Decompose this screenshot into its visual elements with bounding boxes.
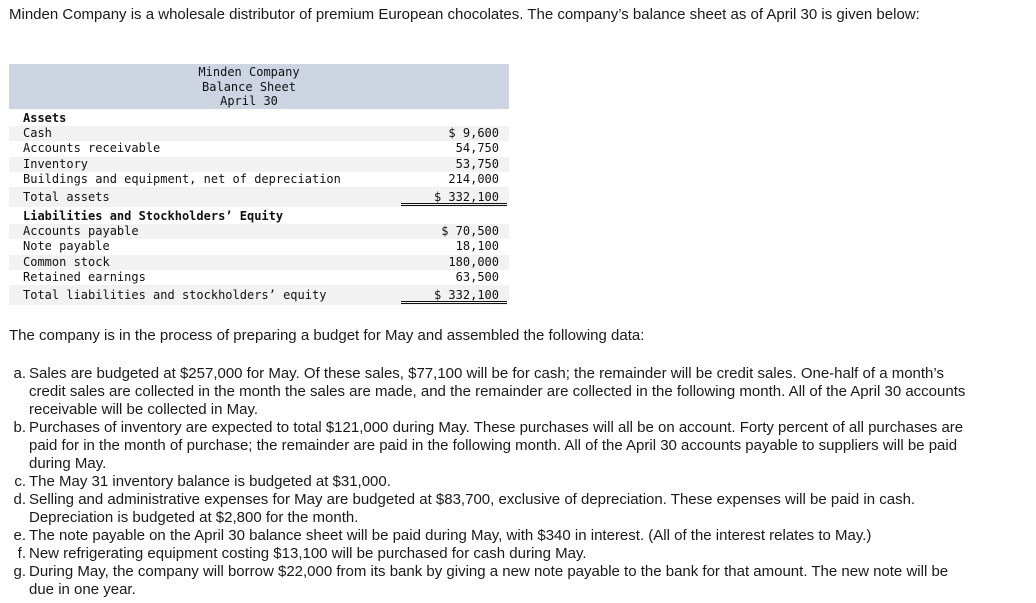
total-assets-row <box>9 187 509 207</box>
liability-row-accounts-payable <box>9 224 509 239</box>
item-marker: a. <box>13 365 26 382</box>
balance-sheet <box>9 64 509 305</box>
liabilities-heading-row <box>9 207 509 224</box>
row-label: Cash <box>23 126 52 140</box>
company-name: Minden Company <box>198 65 300 79</box>
row-amount: $ 70,500 <box>441 224 499 239</box>
row-label: Common stock <box>23 254 110 269</box>
total-liabilities-equity-row <box>9 285 509 305</box>
balance-sheet-header <box>9 64 509 109</box>
row-label: Accounts receivable <box>23 141 161 156</box>
item-marker: b. <box>13 419 26 436</box>
row-amount: 54,750 <box>455 141 499 156</box>
equity-row-common-stock <box>9 255 509 270</box>
budget-data-list <box>9 365 969 599</box>
list-item <box>9 473 969 491</box>
item-marker: f. <box>17 545 26 562</box>
asset-row-buildings <box>9 172 509 187</box>
item-marker: d. <box>13 491 26 508</box>
row-amount: 180,000 <box>448 254 499 269</box>
statement-title: Balance Sheet <box>202 79 296 94</box>
liability-row-note-payable <box>9 239 509 254</box>
total-amount: $ 332,100 <box>401 285 507 304</box>
row-amount: 53,750 <box>455 156 499 171</box>
item-text: Purchases of inventory are expected to total $121,000 during May. These purchases will all be on account. Forty percent of all purchases are paid for in the month of purchase; the remainder are paid in the following month. All of the April 30 accounts payable to suppliers will be paid during May. <box>29 419 964 472</box>
asset-row-cash <box>9 126 509 141</box>
budget-lead-paragraph: The company is in the process of preparing a budget for May and assembled the following data: <box>9 327 645 344</box>
statement-date: April 30 <box>220 94 278 109</box>
assets-heading: Assets <box>23 111 67 125</box>
item-text: Sales are budgeted at $257,000 for May. Of these sales, $77,100 will be for cash; the remainder will be credit sales. One-half of a month’s credit sales are collected in the month the sales are made, and the remainder are collected in the following month. All of the April 30 accounts receivable will be collected in May. <box>29 365 966 418</box>
list-item <box>9 563 969 599</box>
equity-row-retained-earnings <box>9 270 509 285</box>
row-label: Retained earnings <box>23 270 146 285</box>
list-item <box>9 545 969 563</box>
item-text: New refrigerating equipment costing $13,100 will be purchased for cash during May. <box>29 545 587 562</box>
item-marker: e. <box>13 527 26 544</box>
list-item <box>9 365 969 419</box>
list-item <box>9 419 969 473</box>
total-label: Total assets <box>23 190 110 205</box>
row-label: Inventory <box>23 156 89 171</box>
list-item <box>9 527 969 545</box>
item-text: Selling and administrative expenses for May are budgeted at $83,700, exclusive of depreciation. These expenses will be paid in cash. Depreciation is budgeted at $2,800 for the month. <box>29 491 916 526</box>
item-marker: g. <box>13 563 26 580</box>
row-amount: 18,100 <box>455 239 499 254</box>
row-label: Buildings and equipment, net of depreciation <box>23 171 341 186</box>
row-amount: 63,500 <box>401 270 507 286</box>
item-marker: c. <box>14 473 26 490</box>
asset-row-inventory <box>9 157 509 172</box>
asset-row-accounts-receivable <box>9 141 509 156</box>
item-text: The May 31 inventory balance is budgeted at $31,000. <box>29 473 391 490</box>
row-label: Note payable <box>23 239 110 254</box>
total-label: Total liabilities and stockholders’ equity <box>23 288 327 303</box>
intro-paragraph: Minden Company is a wholesale distributor of premium European chocolates. The company’s balance sheet as of April 30 is given below: <box>9 6 920 23</box>
row-label: Accounts payable <box>23 224 139 239</box>
liabilities-heading: Liabilities and Stockholders’ Equity <box>23 209 284 224</box>
assets-heading-row <box>9 109 509 126</box>
row-amount: 214,000 <box>401 172 507 188</box>
row-amount: $ 9,600 <box>448 126 499 140</box>
item-text: The note payable on the April 30 balance sheet will be paid during May, with $340 in interest. (All of the interest relates to May.) <box>29 527 872 544</box>
total-amount: $ 332,100 <box>401 187 507 206</box>
list-item <box>9 491 969 527</box>
item-text: During May, the company will borrow $22,000 from its bank by giving a new note payable to the bank for that amount. The new note will be due in one year. <box>29 563 949 598</box>
